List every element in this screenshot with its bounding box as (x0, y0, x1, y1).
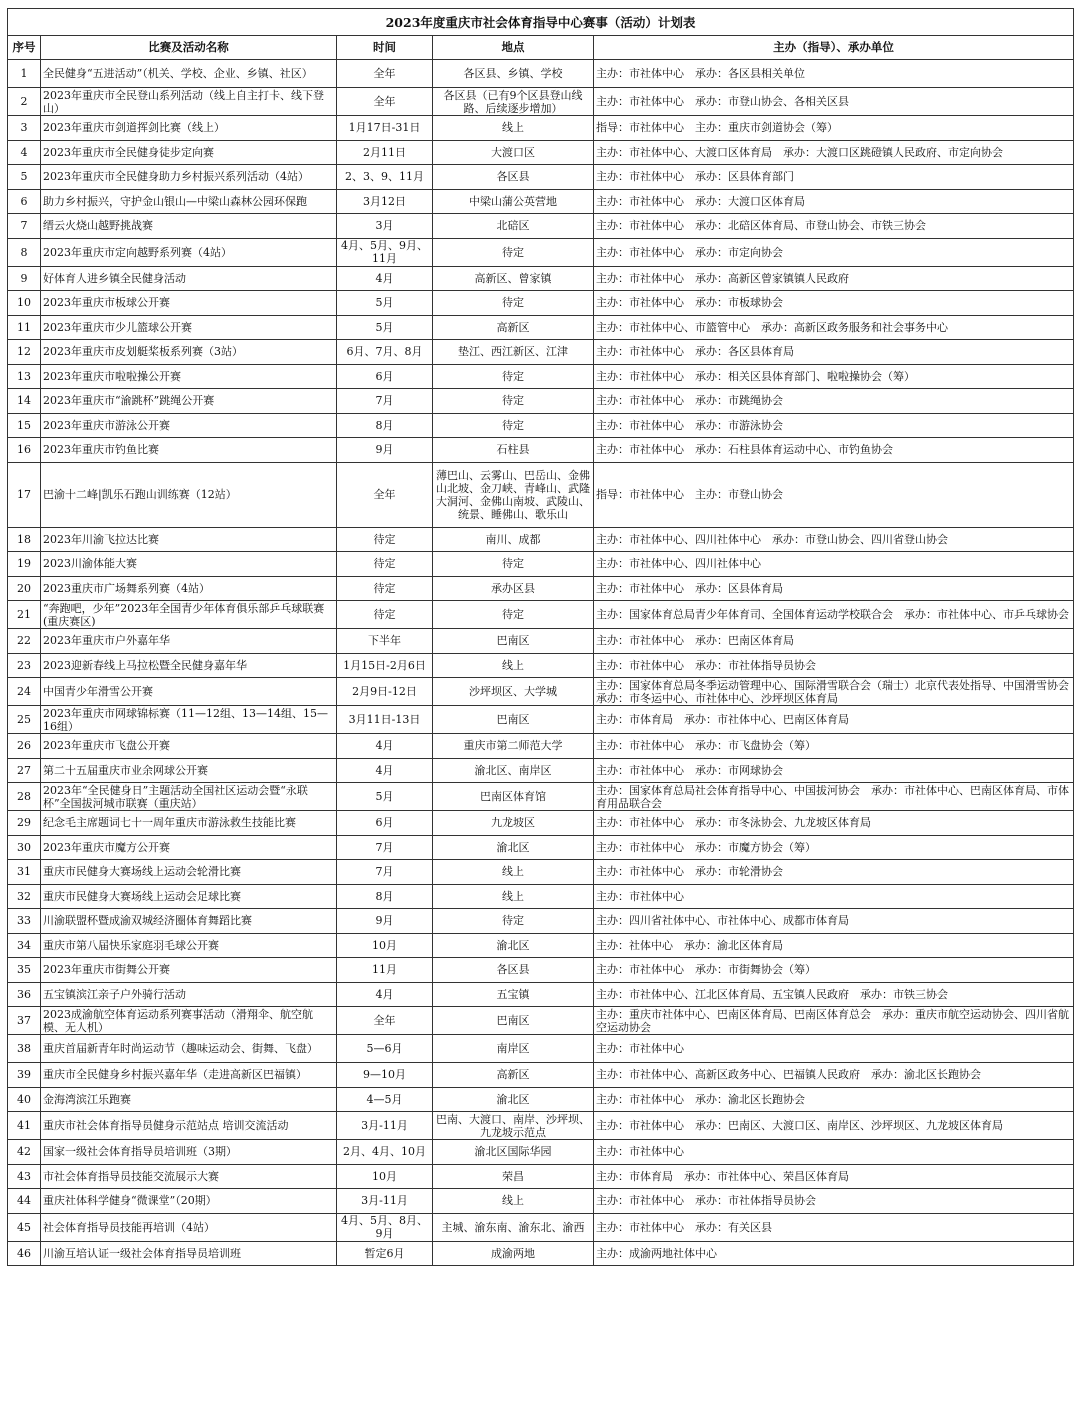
table-row (8, 982, 1074, 1007)
event-location: 巴南、大渡口、南岸、沙坪坝、九龙坡示范点 (433, 1112, 594, 1140)
event-time: 6月、7月、8月 (337, 340, 433, 365)
event-location: 沙坪坝区、大学城 (433, 678, 594, 706)
row-number: 46 (8, 1241, 41, 1266)
table-row (8, 552, 1074, 577)
event-organizer: 主办：社体中心 承办：渝北区体育局 (594, 933, 1074, 958)
event-time: 9月 (337, 909, 433, 934)
event-name: 2023年重庆市“渝跳杯”跳绳公开赛 (41, 389, 337, 414)
table-row (8, 629, 1074, 654)
row-number: 29 (8, 811, 41, 836)
table-row (8, 438, 1074, 463)
event-organizer: 主办：市社体中心 (594, 884, 1074, 909)
event-time: 待定 (337, 576, 433, 601)
event-time: 全年 (337, 60, 433, 88)
event-time: 10月 (337, 933, 433, 958)
row-number: 24 (8, 678, 41, 706)
event-time: 9—10月 (337, 1063, 433, 1088)
table-row (8, 1112, 1074, 1140)
event-name: 2023年重庆市网球锦标赛（11—12组、13—14组、15—16组） (41, 706, 337, 734)
event-name: 中国青少年滑雪公开赛 (41, 678, 337, 706)
row-number: 36 (8, 982, 41, 1007)
event-location: 渝北区国际华园 (433, 1140, 594, 1165)
table-row (8, 576, 1074, 601)
event-location: 待定 (433, 364, 594, 389)
table-row (8, 165, 1074, 190)
event-organizer: 主办：成渝两地社体中心 (594, 1241, 1074, 1266)
row-number: 39 (8, 1063, 41, 1088)
row-number: 15 (8, 413, 41, 438)
event-name: 2023年重庆市钓鱼比赛 (41, 438, 337, 463)
row-number: 41 (8, 1112, 41, 1140)
event-time: 3月 (337, 214, 433, 239)
event-name: 2023年重庆市户外嘉年华 (41, 629, 337, 654)
event-location: 巴南区 (433, 706, 594, 734)
table-row (8, 291, 1074, 316)
event-name: 助力乡村振兴，守护金山银山—中梁山森林公园环保跑 (41, 189, 337, 214)
event-location: 待定 (433, 552, 594, 577)
event-name: 川渝互培认证一级社会体育指导员培训班 (41, 1241, 337, 1266)
event-time: 待定 (337, 552, 433, 577)
event-organizer: 主办：市社体中心 承办：大渡口区体育局 (594, 189, 1074, 214)
event-name: 第二十五届重庆市业余网球公开赛 (41, 758, 337, 783)
event-organizer: 主办：市社体中心、四川社体中心 (594, 552, 1074, 577)
table-row (8, 527, 1074, 552)
event-time: 下半年 (337, 629, 433, 654)
event-name: 重庆首届新青年时尚运动节（趣味运动会、街舞、飞盘） (41, 1035, 337, 1063)
event-location: 待定 (433, 389, 594, 414)
row-number: 43 (8, 1164, 41, 1189)
table-row (8, 462, 1074, 527)
table-row (8, 315, 1074, 340)
event-location: 渝北区、南岸区 (433, 758, 594, 783)
table-row (8, 364, 1074, 389)
event-location: 渝北区 (433, 1087, 594, 1112)
event-name: 2023年重庆市街舞公开赛 (41, 958, 337, 983)
event-name: 2023迎新春线上马拉松暨全民健身嘉年华 (41, 653, 337, 678)
event-name: 市社会体育指导员技能交流展示大赛 (41, 1164, 337, 1189)
event-location: 石柱县 (433, 438, 594, 463)
event-name: 2023年重庆市全民健身助力乡村振兴系列活动（4站） (41, 165, 337, 190)
event-time: 7月 (337, 835, 433, 860)
event-organizer: 主办：市社体中心 承办：市游泳协会 (594, 413, 1074, 438)
table-row (8, 958, 1074, 983)
row-number: 18 (8, 527, 41, 552)
event-location: 中梁山蒲公英营地 (433, 189, 594, 214)
header-place: 地点 (433, 36, 594, 60)
event-location: 待定 (433, 909, 594, 934)
event-location: 成渝两地 (433, 1241, 594, 1266)
event-location: 各区县 (433, 958, 594, 983)
table-row (8, 653, 1074, 678)
event-organizer: 主办：市社体中心 承办：市板球协会 (594, 291, 1074, 316)
event-organizer: 主办：市社体中心 承办：市社体指导员协会 (594, 1189, 1074, 1214)
event-time: 2月、4月、10月 (337, 1140, 433, 1165)
header-no: 序号 (8, 36, 41, 60)
row-number: 44 (8, 1189, 41, 1214)
event-time: 3月11日-13日 (337, 706, 433, 734)
table-row (8, 1241, 1074, 1266)
row-number: 6 (8, 189, 41, 214)
event-location: 渝北区 (433, 835, 594, 860)
event-location: 线上 (433, 116, 594, 141)
table-row (8, 734, 1074, 759)
event-organizer: 主办：市社体中心 承办：高新区曾家镇镇人民政府 (594, 266, 1074, 291)
event-time: 7月 (337, 860, 433, 885)
event-location: 巴南区体育馆 (433, 783, 594, 811)
event-location: 线上 (433, 860, 594, 885)
event-location: 待定 (433, 291, 594, 316)
event-time: 4月 (337, 266, 433, 291)
row-number: 32 (8, 884, 41, 909)
event-location: 待定 (433, 413, 594, 438)
event-organizer: 主办：市社体中心 承办：各区县相关单位 (594, 60, 1074, 88)
event-time: 待定 (337, 601, 433, 629)
event-organizer: 主办：市社体中心 (594, 1035, 1074, 1063)
row-number: 38 (8, 1035, 41, 1063)
plan-table (7, 8, 1080, 1266)
event-organizer: 主办：市社体中心、市篮管中心 承办：高新区政务服务和社会事务中心 (594, 315, 1074, 340)
row-number: 20 (8, 576, 41, 601)
row-number: 14 (8, 389, 41, 414)
table-row (8, 860, 1074, 885)
event-time: 5—6月 (337, 1035, 433, 1063)
event-time: 4月、5月、9月、11月 (337, 238, 433, 266)
event-name: “奔跑吧，少年”2023年全国青少年体育俱乐部乒乓球联赛(重庆赛区) (41, 601, 337, 629)
row-number: 17 (8, 462, 41, 527)
table-row (8, 835, 1074, 860)
plan-sheet (7, 8, 1080, 1266)
event-location: 南岸区 (433, 1035, 594, 1063)
event-time: 待定 (337, 527, 433, 552)
event-organizer: 主办：国家体育总局社会体育指导中心、中国拔河协会 承办：市社体中心、巴南区体育局、市体育用品联合会 (594, 783, 1074, 811)
table-row (8, 706, 1074, 734)
table-row (8, 1140, 1074, 1165)
event-time: 4月 (337, 734, 433, 759)
table-row (8, 413, 1074, 438)
event-location: 九龙坡区 (433, 811, 594, 836)
event-time: 4月、5月、8月、9月 (337, 1213, 433, 1241)
event-organizer: 主办：市体育局 承办：市社体中心、荣昌区体育局 (594, 1164, 1074, 1189)
row-number: 33 (8, 909, 41, 934)
event-location: 各区县（已有9个区县登山线路、后续逐步增加） (433, 88, 594, 116)
event-location: 南川、成都 (433, 527, 594, 552)
table-row (8, 783, 1074, 811)
event-name: 纪念毛主席题词七十一周年重庆市游泳救生技能比赛 (41, 811, 337, 836)
event-time: 6月 (337, 364, 433, 389)
event-time: 7月 (337, 389, 433, 414)
event-location: 垫江、西江新区、江津 (433, 340, 594, 365)
event-name: 2023年重庆市飞盘公开赛 (41, 734, 337, 759)
table-title: 2023年度重庆市社会体育指导中心赛事（活动）计划表 (8, 9, 1074, 36)
event-organizer: 指导：市社体中心 主办：重庆市剑道协会（筹） (594, 116, 1074, 141)
event-time: 6月 (337, 811, 433, 836)
row-number: 8 (8, 238, 41, 266)
table-row (8, 933, 1074, 958)
event-time: 8月 (337, 884, 433, 909)
event-name: 2023年重庆市板球公开赛 (41, 291, 337, 316)
event-time: 全年 (337, 462, 433, 527)
row-number: 13 (8, 364, 41, 389)
row-number: 3 (8, 116, 41, 141)
event-organizer: 主办：市社体中心 (594, 1140, 1074, 1165)
event-organizer: 主办：市社体中心 承办：市轮滑协会 (594, 860, 1074, 885)
event-organizer: 主办：市社体中心 承办：市魔方协会（筹） (594, 835, 1074, 860)
table-body (8, 60, 1080, 1266)
event-location: 渝北区 (433, 933, 594, 958)
table-row (8, 758, 1074, 783)
table-row (8, 116, 1074, 141)
event-location: 荣昌 (433, 1164, 594, 1189)
event-organizer: 主办：重庆市社体中心、巴南区体育局、巴南区体育总会 承办：重庆市航空运动协会、四川省航空运动协会 (594, 1007, 1074, 1035)
table-row (8, 389, 1074, 414)
event-time: 8月 (337, 413, 433, 438)
header-organizer: 主办（指导）、承办单位 (594, 36, 1074, 60)
row-number: 10 (8, 291, 41, 316)
row-number: 37 (8, 1007, 41, 1035)
event-organizer: 主办：市社体中心 承办：市飞盘协会（筹） (594, 734, 1074, 759)
event-organizer: 主办：市社体中心 承办：市社体指导员协会 (594, 653, 1074, 678)
event-name: 社会体育指导员技能再培训（4站） (41, 1213, 337, 1241)
row-number: 26 (8, 734, 41, 759)
event-location: 线上 (433, 884, 594, 909)
header-name: 比赛及活动名称 (41, 36, 337, 60)
event-organizer: 指导：市社体中心 主办：市登山协会 (594, 462, 1074, 527)
event-time: 2月9日-12日 (337, 678, 433, 706)
event-time: 1月17日-31日 (337, 116, 433, 141)
table-row (8, 909, 1074, 934)
event-name: 2023年“全民健身日”主题活动全国社区运动会暨“永联杯”全国拔河城市联赛（重庆站） (41, 783, 337, 811)
event-organizer: 主办：市社体中心 承办：市冬泳协会、九龙坡区体育局 (594, 811, 1074, 836)
row-number: 2 (8, 88, 41, 116)
event-name: 巴渝十二峰|凯乐石跑山训练赛（12站） (41, 462, 337, 527)
event-location: 大渡口区 (433, 140, 594, 165)
row-number: 22 (8, 629, 41, 654)
table-row (8, 140, 1074, 165)
event-organizer: 主办：市社体中心、高新区政务中心、巴福镇人民政府 承办：渝北区长跑协会 (594, 1063, 1074, 1088)
event-time: 4月 (337, 982, 433, 1007)
event-organizer: 主办：市社体中心 承办：北碚区体育局、市登山协会、市铁三协会 (594, 214, 1074, 239)
event-name: 2023年重庆市少儿篮球公开赛 (41, 315, 337, 340)
table-row (8, 340, 1074, 365)
event-organizer: 主办：国家体育总局冬季运动管理中心、国际滑雪联合会（瑞士）北京代表处指导、中国滑雪协会 承办：市冬运中心、市社体中心、沙坪坝区体育局 (594, 678, 1074, 706)
event-name: 重庆市民健身大赛场线上运动会足球比赛 (41, 884, 337, 909)
event-name: 重庆社体科学健身“微课堂”（20期） (41, 1189, 337, 1214)
event-organizer: 主办：市社体中心、四川社体中心 承办：市登山协会、四川省登山协会 (594, 527, 1074, 552)
event-time: 11月 (337, 958, 433, 983)
table-row (8, 1087, 1074, 1112)
event-name: 缙云火烧山越野挑战赛 (41, 214, 337, 239)
event-location: 主城、渝东南、渝东北、渝西 (433, 1213, 594, 1241)
event-location: 巴南区 (433, 1007, 594, 1035)
event-time: 9月 (337, 438, 433, 463)
event-time: 3月12日 (337, 189, 433, 214)
row-number: 7 (8, 214, 41, 239)
event-name: 川渝联盟杯暨成渝双城经济圈体育舞蹈比赛 (41, 909, 337, 934)
event-location: 重庆市第二师范大学 (433, 734, 594, 759)
row-number: 4 (8, 140, 41, 165)
event-organizer: 主办：市社体中心 承办：市街舞协会（筹） (594, 958, 1074, 983)
table-row (8, 678, 1074, 706)
row-number: 5 (8, 165, 41, 190)
event-name: 2023重庆市广场舞系列赛（4站） (41, 576, 337, 601)
row-number: 40 (8, 1087, 41, 1112)
row-number: 42 (8, 1140, 41, 1165)
event-location: 五宝镇 (433, 982, 594, 1007)
table-row (8, 1189, 1074, 1214)
event-organizer: 主办：市社体中心 承办：市跳绳协会 (594, 389, 1074, 414)
table-row (8, 214, 1074, 239)
event-time: 1月15日-2月6日 (337, 653, 433, 678)
event-organizer: 主办：市社体中心、大渡口区体育局 承办：大渡口区跳磴镇人民政府、市定向协会 (594, 140, 1074, 165)
table-row (8, 266, 1074, 291)
event-organizer: 主办：市社体中心 承办：市定向协会 (594, 238, 1074, 266)
row-number: 11 (8, 315, 41, 340)
event-organizer: 主办：市社体中心 承办：市登山协会、各相关区县 (594, 88, 1074, 116)
event-name: 全民健身“五进活动”（机关、学校、企业、乡镇、社区） (41, 60, 337, 88)
event-organizer: 主办：市社体中心 承办：各区县体育局 (594, 340, 1074, 365)
event-organizer: 主办：市社体中心 承办：石柱县体育运动中心、市钓鱼协会 (594, 438, 1074, 463)
event-organizer: 主办：市社体中心 承办：相关区县体育部门、啦啦操协会（筹） (594, 364, 1074, 389)
event-organizer: 主办：市社体中心 承办：巴南区体育局 (594, 629, 1074, 654)
event-organizer: 主办：市社体中心 承办：有关区县 (594, 1213, 1074, 1241)
event-name: 2023年川渝飞拉达比赛 (41, 527, 337, 552)
event-name: 2023成渝航空体育运动系列赛事活动（滑翔伞、航空航模、无人机） (41, 1007, 337, 1035)
event-location: 北碚区 (433, 214, 594, 239)
event-organizer: 主办：市社体中心 承办：市网球协会 (594, 758, 1074, 783)
header-time: 时间 (337, 36, 433, 60)
event-name: 2023年重庆市魔方公开赛 (41, 835, 337, 860)
event-organizer: 主办：市社体中心 承办：区县体育局 (594, 576, 1074, 601)
event-name: 2023川渝体能大赛 (41, 552, 337, 577)
event-name: 2023年重庆市游泳公开赛 (41, 413, 337, 438)
event-location: 各区县、乡镇、学校 (433, 60, 594, 88)
row-number: 12 (8, 340, 41, 365)
row-number: 9 (8, 266, 41, 291)
row-number: 35 (8, 958, 41, 983)
event-name: 金海湾滨江乐跑赛 (41, 1087, 337, 1112)
event-location: 待定 (433, 238, 594, 266)
event-time: 10月 (337, 1164, 433, 1189)
table-row (8, 1035, 1074, 1063)
table-row (8, 811, 1074, 836)
event-organizer: 主办：市社体中心 承办：巴南区、大渡口区、南岸区、沙坪坝区、九龙坡区体育局 (594, 1112, 1074, 1140)
event-name: 五宝镇滨江亲子户外骑行活动 (41, 982, 337, 1007)
event-organizer: 主办：国家体育总局青少年体育司、全国体育运动学校联合会 承办：市社体中心、市乒乓球协会 (594, 601, 1074, 629)
event-time: 5月 (337, 783, 433, 811)
event-name: 重庆市民健身大赛场线上运动会轮滑比赛 (41, 860, 337, 885)
row-number: 31 (8, 860, 41, 885)
table-row (8, 1213, 1074, 1241)
event-location: 高新区 (433, 1063, 594, 1088)
table-row (8, 601, 1074, 629)
table-row (8, 238, 1074, 266)
event-organizer: 主办：市社体中心、江北区体育局、五宝镇人民政府 承办：市铁三协会 (594, 982, 1074, 1007)
event-time: 4—5月 (337, 1087, 433, 1112)
row-number: 1 (8, 60, 41, 88)
event-location: 线上 (433, 653, 594, 678)
event-location: 高新区 (433, 315, 594, 340)
event-time: 2月11日 (337, 140, 433, 165)
table-row (8, 88, 1074, 116)
event-time: 5月 (337, 291, 433, 316)
table-row (8, 189, 1074, 214)
table-row (8, 60, 1074, 88)
event-time: 全年 (337, 88, 433, 116)
row-number: 16 (8, 438, 41, 463)
row-number: 45 (8, 1213, 41, 1241)
event-name: 2023年重庆市啦啦操公开赛 (41, 364, 337, 389)
event-location: 高新区、曾家镇 (433, 266, 594, 291)
table-row (8, 884, 1074, 909)
event-time: 4月 (337, 758, 433, 783)
row-number: 28 (8, 783, 41, 811)
event-organizer: 主办：市社体中心 承办：渝北区长跑协会 (594, 1087, 1074, 1112)
event-organizer: 主办：四川省社体中心、市社体中心、成都市体育局 (594, 909, 1074, 934)
event-name: 2023年重庆市全民健身徒步定向赛 (41, 140, 337, 165)
event-name: 国家一级社会体育指导员培训班（3期） (41, 1140, 337, 1165)
event-time: 暂定6月 (337, 1241, 433, 1266)
event-name: 重庆市社会体育指导员健身示范站点 培训交流活动 (41, 1112, 337, 1140)
row-number: 19 (8, 552, 41, 577)
event-name: 重庆市全民健身乡村振兴嘉年华（走进高新区巴福镇） (41, 1063, 337, 1088)
event-name: 2023年重庆市全民登山系列活动（线上自主打卡、线下登山） (41, 88, 337, 116)
event-location: 薄巴山、云雾山、巴岳山、金佛山北坡、金刀峡、青峰山、武隆大洞河、金佛山南坡、武陵山、统景、睡佛山、歌乐山 (433, 462, 594, 527)
event-time: 全年 (337, 1007, 433, 1035)
event-organizer: 主办：市体育局 承办：市社体中心、巴南区体育局 (594, 706, 1074, 734)
event-name: 2023年重庆市皮划艇桨板系列赛（3站） (41, 340, 337, 365)
row-number: 21 (8, 601, 41, 629)
event-location: 各区县 (433, 165, 594, 190)
table-row (8, 1164, 1074, 1189)
event-location: 线上 (433, 1189, 594, 1214)
event-time: 3月-11月 (337, 1112, 433, 1140)
event-name: 好体育人进乡镇全民健身活动 (41, 266, 337, 291)
event-organizer: 主办：市社体中心 承办：区县体育部门 (594, 165, 1074, 190)
event-name: 重庆市第八届快乐家庭羽毛球公开赛 (41, 933, 337, 958)
event-location: 承办区县 (433, 576, 594, 601)
event-time: 5月 (337, 315, 433, 340)
row-number: 23 (8, 653, 41, 678)
event-time: 2、3、9、11月 (337, 165, 433, 190)
event-time: 3月-11月 (337, 1189, 433, 1214)
row-number: 25 (8, 706, 41, 734)
row-number: 27 (8, 758, 41, 783)
event-name: 2023年重庆市剑道挥剑比赛（线上） (41, 116, 337, 141)
event-location: 巴南区 (433, 629, 594, 654)
table-row (8, 1063, 1074, 1088)
row-number: 34 (8, 933, 41, 958)
table-row (8, 1007, 1074, 1035)
event-location: 待定 (433, 601, 594, 629)
row-number: 30 (8, 835, 41, 860)
event-name: 2023年重庆市定向越野系列赛（4站） (41, 238, 337, 266)
